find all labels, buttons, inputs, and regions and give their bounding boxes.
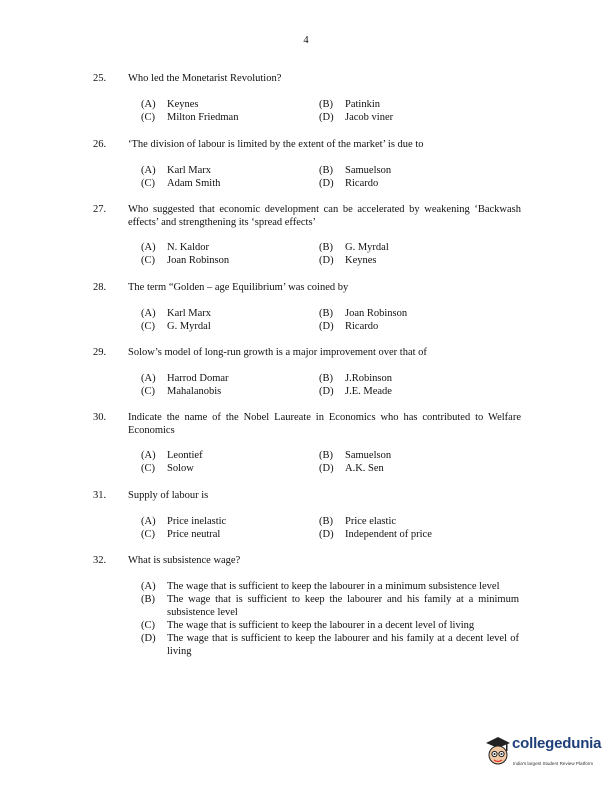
question-number: 25. bbox=[93, 73, 107, 84]
option-a: (A) Leontief bbox=[141, 450, 203, 461]
option-b: (B) Samuelson bbox=[319, 450, 392, 461]
question-28 bbox=[93, 281, 521, 332]
option-a: (A) Harrod Domar bbox=[141, 373, 229, 384]
option-c: (C) The wage that is sufficient to keep the labourer in a decent level of living bbox=[141, 620, 475, 631]
question-number: 30. bbox=[93, 412, 107, 423]
option-c: (C) Mahalanobis bbox=[141, 386, 222, 397]
question-number: 26. bbox=[93, 139, 107, 150]
question-number: 29. bbox=[93, 347, 107, 358]
option-a: (A) Price inelastic bbox=[141, 516, 227, 527]
option-b: (B) Joan Robinson bbox=[319, 308, 408, 319]
question-number: 31. bbox=[93, 490, 107, 501]
question-number: 28. bbox=[93, 282, 107, 293]
option-c: (C) Milton Friedman bbox=[141, 112, 239, 123]
question-32 bbox=[93, 554, 521, 657]
option-a: (A) Karl Marx bbox=[141, 165, 212, 176]
option-b: (B) G. Myrdal bbox=[319, 242, 389, 253]
page-number: 4 bbox=[303, 35, 309, 46]
option-c: (C) Joan Robinson bbox=[141, 255, 230, 266]
option-b: (B) J.Robinson bbox=[319, 373, 392, 384]
question-26 bbox=[93, 138, 521, 189]
option-b: (B) Price elastic bbox=[319, 516, 397, 527]
logo-wordmark: collegedunia bbox=[512, 735, 602, 752]
question-text: Solow’s model of long-run growth is a major improvement over that of bbox=[128, 347, 427, 358]
question-number: 27. bbox=[93, 204, 107, 215]
option-c: (C) G. Myrdal bbox=[141, 321, 211, 332]
question-30 bbox=[93, 411, 521, 474]
mascot-icon bbox=[484, 735, 512, 771]
option-c: (C) Price neutral bbox=[141, 529, 221, 540]
option-a: (A) Karl Marx bbox=[141, 308, 212, 319]
option-a: (A) Keynes bbox=[141, 99, 199, 110]
question-text: Indicate the name of the Nobel Laureate in Economics who has contributed to Welfare Economics bbox=[128, 412, 521, 436]
option-c: (C) Adam Smith bbox=[141, 178, 221, 189]
option-d: (D) A.K. Sen bbox=[319, 463, 384, 474]
option-a: (A) The wage that is sufficient to keep the labourer in a minimum subsistence level bbox=[141, 581, 500, 592]
option-d: (D) Jacob viner bbox=[319, 112, 394, 123]
question-text: What is subsistence wage? bbox=[128, 555, 241, 566]
option-d: (D) J.E. Meade bbox=[319, 386, 392, 397]
question-27 bbox=[93, 203, 521, 266]
question-text: The term “Golden – age Equilibrium’ was coined by bbox=[128, 282, 349, 293]
option-d: (D) The wage that is sufficient to keep the labourer and his family at a decent level of living bbox=[141, 633, 519, 657]
option-a: (A) N. Kaldor bbox=[141, 242, 209, 253]
question-text: Who suggested that economic development can be accelerated by weakening ‘Backwash effects’ and strengthening its ‘spread effects’ bbox=[128, 204, 521, 228]
collegedunia-logo bbox=[482, 735, 600, 775]
question-text: Supply of labour is bbox=[128, 490, 209, 501]
option-d: (D) Ricardo bbox=[319, 321, 379, 332]
question-text: Who led the Monetarist Revolution? bbox=[128, 73, 282, 84]
option-d: (D) Independent of price bbox=[319, 529, 432, 540]
question-number: 32. bbox=[93, 555, 107, 566]
option-c: (C) Solow bbox=[141, 463, 194, 474]
question-25 bbox=[93, 72, 521, 123]
option-d: (D) Keynes bbox=[319, 255, 377, 266]
question-31 bbox=[93, 489, 521, 540]
option-d: (D) Ricardo bbox=[319, 178, 379, 189]
option-b: (B) Patinkin bbox=[319, 99, 381, 110]
logo-tagline: India's largest Student Review Platform bbox=[513, 761, 594, 766]
question-29 bbox=[93, 346, 521, 397]
option-b: (B) The wage that is sufficient to keep the labourer and his family at a minimum subsistence level bbox=[141, 594, 519, 618]
question-text: ‘The division of labour is limited by the extent of the market’ is due to bbox=[128, 139, 424, 150]
option-b: (B) Samuelson bbox=[319, 165, 392, 176]
